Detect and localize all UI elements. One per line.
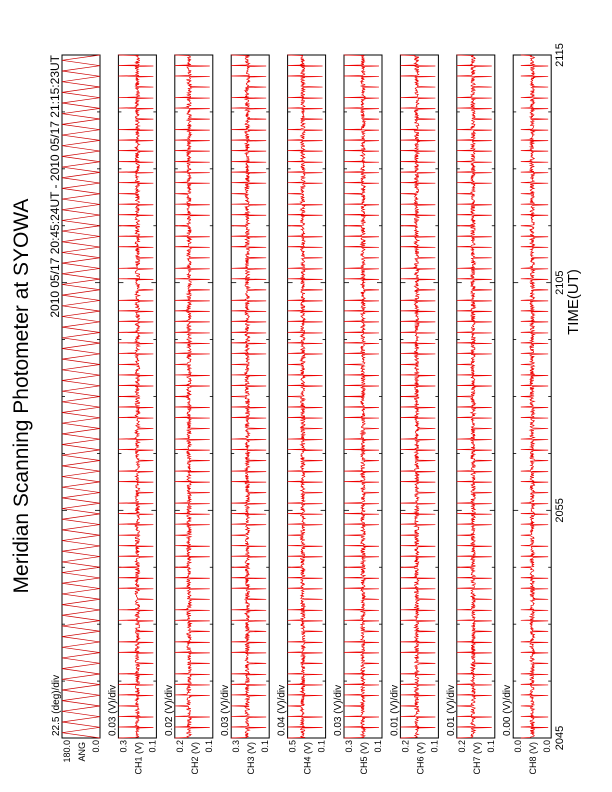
series-line-ch3 — [231, 55, 266, 738]
panel-ylabel: CH5 (V) — [359, 742, 369, 775]
panel-ylabel: CH8 (V) — [528, 742, 539, 775]
x-tick-label: 2105 — [554, 270, 567, 295]
x-axis-tick-labels — [554, 43, 566, 750]
panel-ch5 — [333, 55, 383, 775]
panel-y-tick-label: 0.3 — [344, 740, 354, 753]
panel-ylabel: CH6 (V) — [415, 742, 426, 775]
panel-y-tick-label: 0.1 — [373, 740, 383, 753]
panel-ch2 — [164, 55, 214, 775]
panel-ch7 — [446, 55, 496, 775]
panel-scale-label: 0.01 (V)/div — [445, 684, 457, 736]
panel-y-tick-label: 0.2 — [400, 740, 411, 753]
panel-ylabel: CH7 (V) — [471, 742, 482, 775]
series-line-ang — [62, 55, 100, 738]
panel-scale-label: 0.03 (V)/div — [220, 684, 232, 736]
panel-ylabel: CH3 (V) — [246, 742, 257, 775]
panel-ylabel: CH1 (V) — [133, 742, 144, 775]
panel-y-tick-label: 0.0 — [91, 740, 101, 753]
panel-y-tick-label: 0.1 — [316, 740, 327, 753]
panel-ch4 — [277, 55, 327, 775]
panel-ylabel: CH4 (V) — [302, 742, 313, 775]
x-tick-label: 2115 — [554, 43, 567, 67]
panel-y-tick-label: 0.2 — [456, 740, 467, 753]
panel-scale-label: 0.03 (V)/div — [107, 684, 119, 736]
panel-y-tick-label: 0.3 — [231, 740, 242, 753]
panel-y-tick-label: 0.0 — [513, 740, 524, 753]
panel-y-tick-label: 0.3 — [118, 740, 129, 753]
panel-ylabel: ANG — [77, 742, 87, 762]
panel-y-tick-label: 180.0 — [62, 740, 72, 763]
panel-y-tick-label: 0.2 — [174, 740, 185, 753]
panel-y-tick-label: 0.1 — [147, 740, 158, 753]
panel-ch6 — [389, 55, 439, 775]
x-tick-label: 2055 — [554, 498, 567, 523]
panel-scale-label: 22.5 (deg)/div — [51, 674, 62, 736]
panel-y-tick-label: 0.5 — [287, 740, 298, 753]
panel-y-tick-label: 0.1 — [429, 740, 440, 753]
panel-scale-label: 0.02 (V)/div — [163, 684, 175, 736]
figure-subtitle: 2010 05/17 20:45:24UT - 2010 05/17 21:15:23UT — [48, 55, 62, 318]
panel-scale-label: 0.03 (V)/div — [333, 684, 344, 736]
panels-group — [51, 55, 552, 775]
panel-ch1 — [107, 55, 157, 775]
series-line-ch1 — [118, 55, 153, 738]
panel-y-tick-label: 0.1 — [485, 740, 496, 753]
panel-scale-label: 0.04 (V)/div — [276, 684, 288, 736]
x-axis-label: TIME(UT) — [565, 269, 582, 335]
panel-ch3 — [220, 55, 270, 775]
series-line-ch7 — [457, 55, 492, 738]
panel-y-tick-label: 0.0 — [542, 740, 553, 753]
panel-scale-label: 0.00 (V)/div — [502, 684, 514, 736]
panel-y-tick-label: 0.1 — [260, 740, 271, 753]
series-line-ch2 — [175, 55, 210, 738]
panel-ch8 — [502, 55, 552, 775]
series-line-ch6 — [400, 55, 435, 738]
series-line-ch5 — [344, 55, 379, 738]
series-line-ch4 — [288, 55, 323, 738]
panel-y-tick-label: 0.1 — [203, 740, 214, 753]
panel-scale-label: 0.01 (V)/div — [389, 684, 401, 736]
panel-ylabel: CH2 (V) — [189, 742, 200, 775]
series-line-ch8 — [521, 55, 548, 738]
figure-title: Meridian Scanning Photometer at SYOWA — [10, 198, 33, 594]
x-tick-label: 2045 — [554, 725, 567, 751]
